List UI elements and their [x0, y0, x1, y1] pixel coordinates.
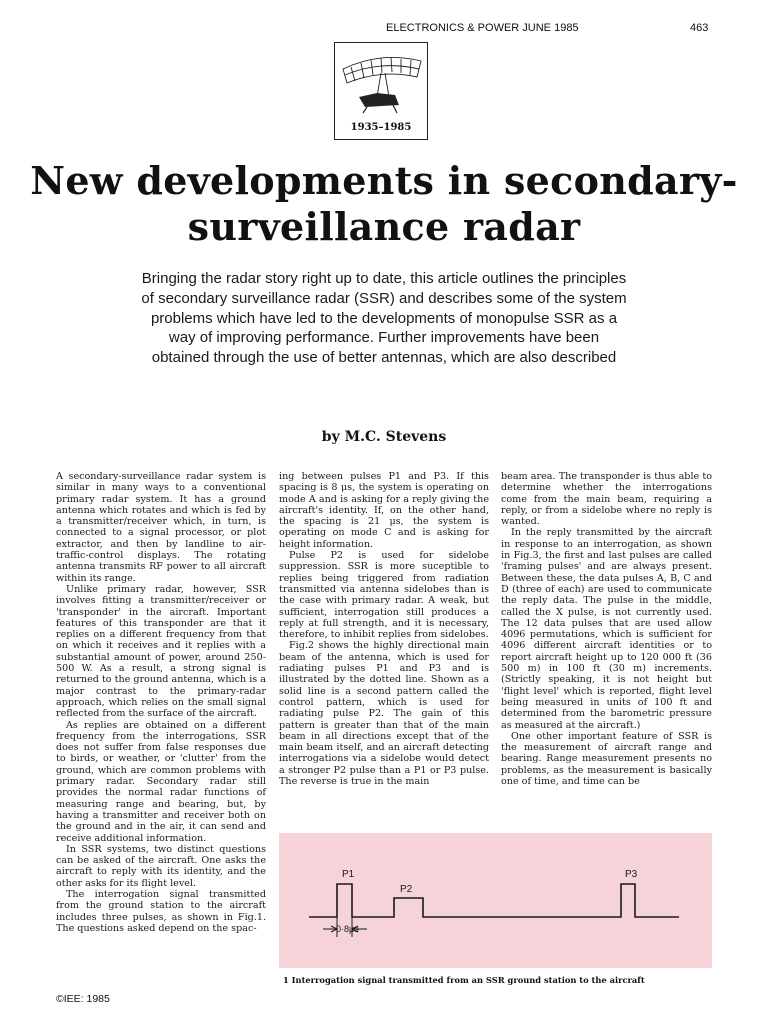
paragraph: In SSR systems, two distinct questions can be asked of the aircraft. One asks the aircraft to reply with its identity, and the other asks for its flight level. — [56, 843, 266, 889]
pulse-label-p1: P1 — [342, 869, 355, 880]
body-column-3 — [501, 471, 712, 827]
paragraph: The interrogation signal transmitted from the ground station to the aircraft includes three pulses, as shown in Fig.1. The questions asked depend on the spac- — [56, 888, 266, 934]
running-head — [0, 22, 768, 36]
paragraph: Fig.2 shows the highly directional main beam of the antenna, which is used for radiating pulses P1 and P3 and is illustrated by the dotted line. Shown as a solid line is a second pattern called the control pattern, which is used for radiating pulse P2. The gain of this pattern is greater than that of the main beam in all directions except that of the main beam itself, and an aircraft detecting interrogations via a sidelobe would detect a stronger P2 pulse than a P1 or P3 pulse. The reverse is true in the main — [279, 640, 489, 788]
paragraph: Unlike primary radar, however, SSR involves fitting a transmitter/receiver or 'transponder' in the aircraft. Important features of this transponder are that it replies on a different frequency from that on which it receives and it replies with a substantial amount of power, around 250-500 W. As a result, a strong signal is returned to the ground antenna, which is a major contrast to the primary-radar approach, which relies on the small signal reflected from the surface of the aircraft. — [56, 583, 266, 720]
article-standfirst: Bringing the radar story right up to date, this article outlines the principles of secondary surveillance radar (SSR) and describes some of the system problems which have led to the developments of monopulse SSR as a way of improving performance. Further improvements have been obtained through the use of better antennas, which are also described — [141, 270, 627, 367]
paragraph: A secondary-surveillance radar system is similar in many ways to a conventional primary radar system. It has a ground antenna which rotates and which is fed by a transmitter/receiver which, in turn, is connected to a signal processor, or plot extractor, and then by landline to air-traffic-control displays. The rotating antenna transmits RF power to all aircraft within its range. — [56, 471, 266, 584]
paragraph: Pulse P2 is used for sidelobe suppression. SSR is more suceptible to replies being triggered from radiation transmitted via antenna sidelobes than is the case with primary radar. A weak, but sufficient, interrogation still produces a reply at full strength, and it is necessary, therefore, to inhibit replies from sidelobes. — [279, 550, 489, 641]
pulse-waveform — [309, 884, 679, 917]
logo-years: 1935–1985 — [350, 122, 412, 133]
pulse-diagram — [279, 833, 712, 968]
pulse-label-p2: P2 — [400, 884, 413, 895]
timing-arrow-left — [323, 926, 337, 932]
pulse-label-p3: P3 — [625, 869, 638, 880]
paragraph: beam area. The transponder is thus able to determine whether the interrogations come from the main beam, requiring a reply, or from a sidelobe where no reply is wanted. — [501, 471, 712, 528]
figure-caption: 1 Interrogation signal transmitted from an SSR ground station to the aircraft — [283, 975, 645, 985]
journal-title: ELECTRONICS & POWER JUNE 1985 — [386, 22, 579, 34]
paragraph: As replies are obtained on a different frequency from the interrogations, SSR does not suffer from false responses due to birds, or weather, or 'clutter' from the ground, which are common problems with primary radar. Secondary radar still provides the normal radar functions of measuring range and bearing, but, by having a transmitter and receiver both on the ground and in the air, it can send and receive additional information. — [56, 719, 266, 844]
article-title: New developments in secondary-surveillance radar — [30, 158, 738, 249]
body-column-1 — [56, 471, 266, 1003]
paragraph: ing between pulses P1 and P3. If this spacing is 8 μs, the system is operating on mode A and is asking for a reply giving the aircraft's identity. If, on the other hand, the spacing is 21 μs, the system is operating on mode C and is asking for height information. — [279, 471, 489, 550]
anniversary-logo — [334, 42, 428, 140]
copyright-notice: ©IEE: 1985 — [56, 993, 110, 1005]
figure-1 — [279, 833, 712, 968]
radar-antenna-icon — [337, 47, 425, 115]
page-number: 463 — [690, 22, 709, 34]
paragraph: In the reply transmitted by the aircraft in response to an interrogation, as shown in Fig.3, the first and last pulses are called 'framing pulses' and are always present. Between these, the data pulses A, B, C and D (three of each) are used to communicate the reply data. The pulse in the middle, called the X pulse, is not currently used. The 12 data pulses that are used allow 4096 permutations, which is sufficient for 4096 different aircraft identities or to report aircraft height up to 120 000 ft (36 500 m) in 100 ft (30 m) increments. (Strictly speaking, it is not height but 'flight level' which is reported, flight level being measured in units of 100 ft and determined from the barometric pressure as measured at the aircraft.) — [501, 527, 712, 731]
paragraph: One other important feature of SSR is the measurement of aircraft range and bearing. Range measurement presents no problems, as the measurement is basically one of time, and time can be — [501, 730, 712, 788]
body-column-2 — [279, 471, 489, 827]
byline: by M.C. Stevens — [321, 429, 447, 445]
pulse-width-label: 0·8μs — [336, 924, 359, 934]
